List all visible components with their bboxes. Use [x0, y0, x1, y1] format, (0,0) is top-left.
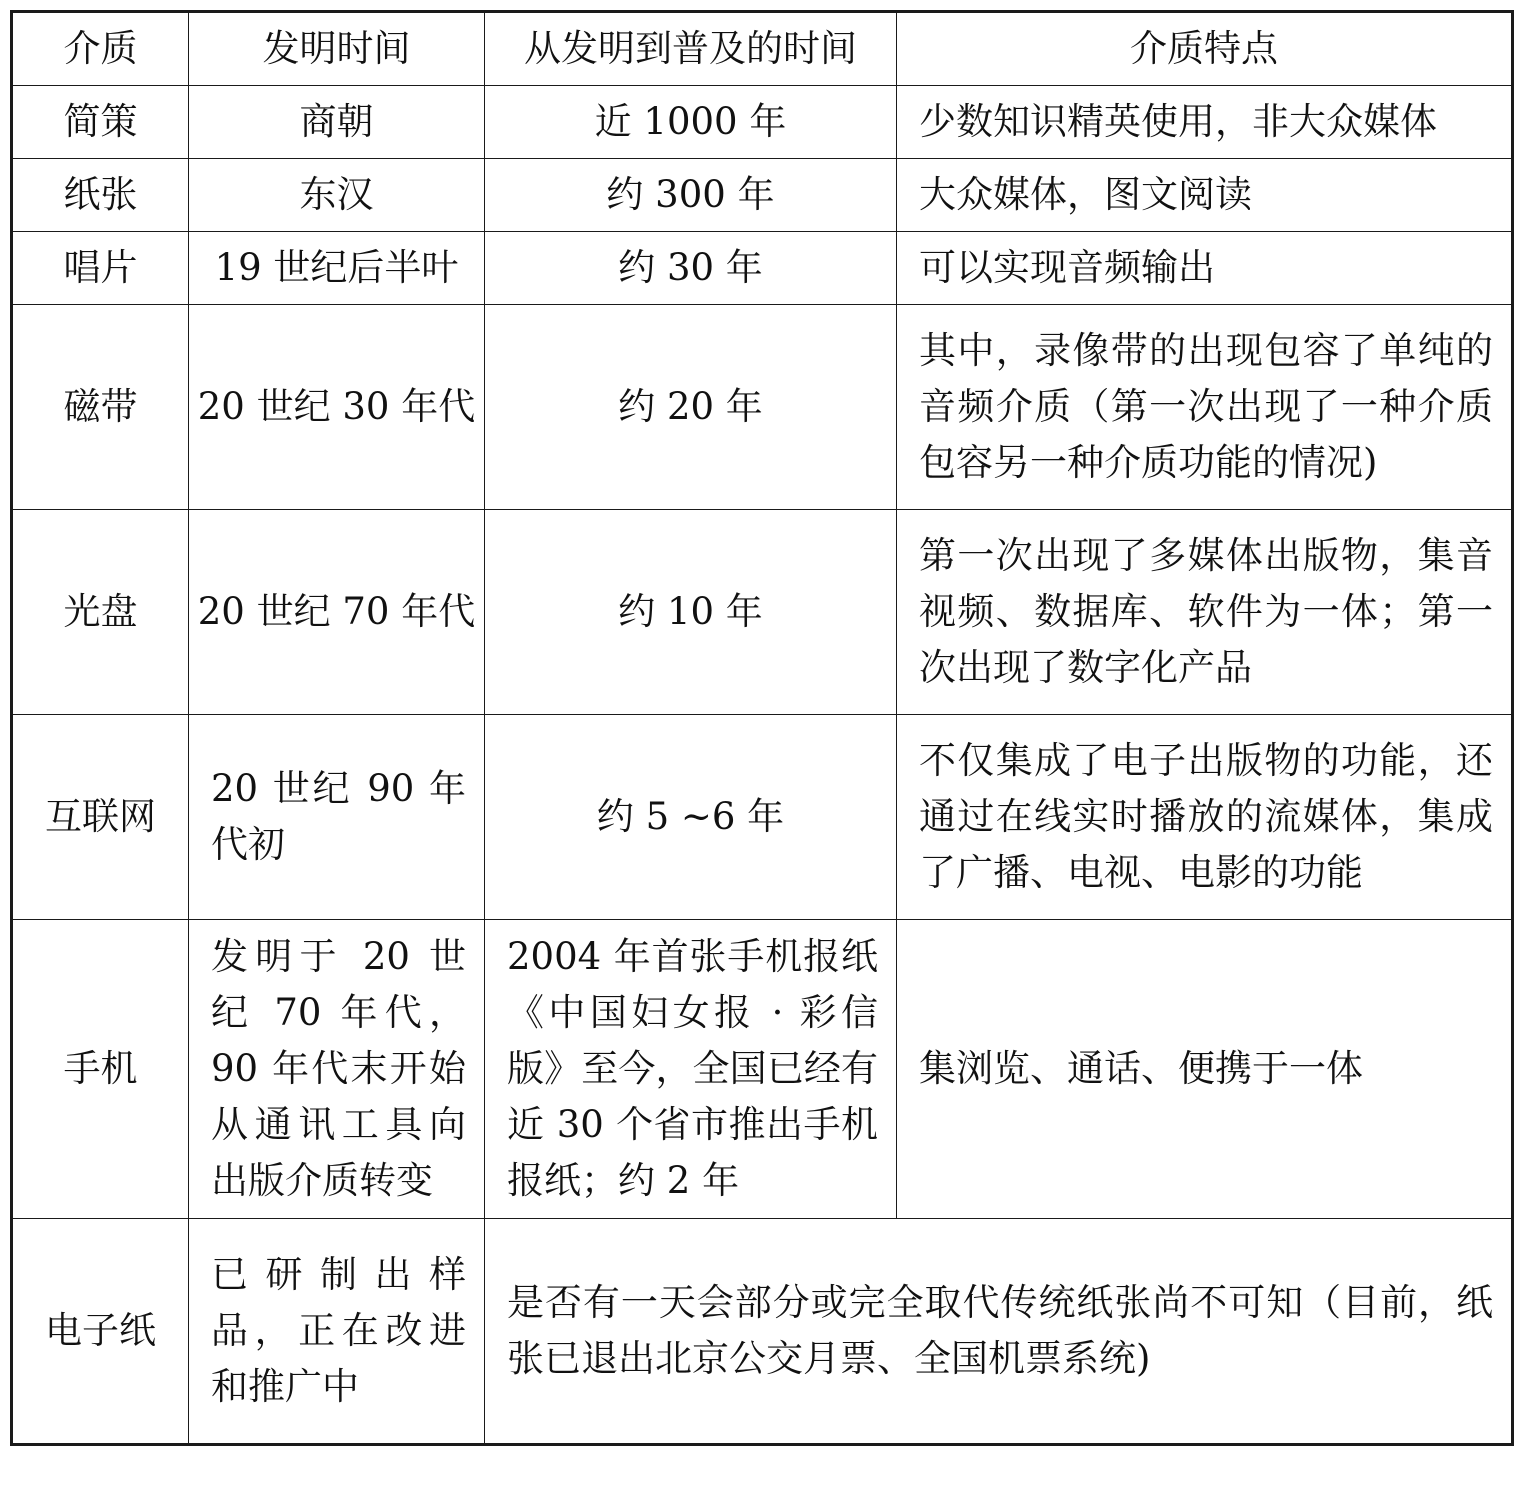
cell-features: 其中，录像带的出现包容了单纯的音频介质（第一次出现了一种介质包容另一种介质功能的情况) — [897, 305, 1513, 510]
cell-medium: 光盘 — [12, 510, 189, 715]
cell-invented: 20 世纪 70 年代 — [189, 510, 485, 715]
cell-adoption: 约 10 年 — [485, 510, 897, 715]
cell-medium: 唱片 — [12, 232, 189, 305]
cell-features: 不仅集成了电子出版物的功能，还通过在线实时播放的流媒体，集成了广播、电视、电影的功能 — [897, 715, 1513, 920]
table-row — [12, 715, 1513, 920]
cell-adoption: 约 20 年 — [485, 305, 897, 510]
cell-invented: 19 世纪后半叶 — [189, 232, 485, 305]
cell-invented: 已研制出样品，正在改进和推广中 — [189, 1219, 485, 1445]
table-row — [12, 159, 1513, 232]
cell-adoption: 约 300 年 — [485, 159, 897, 232]
cell-medium: 电子纸 — [12, 1219, 189, 1445]
cell-medium: 纸张 — [12, 159, 189, 232]
cell-medium: 简策 — [12, 86, 189, 159]
table-row — [12, 510, 1513, 715]
cell-invented: 东汉 — [189, 159, 485, 232]
table-row — [12, 232, 1513, 305]
header-invented: 发明时间 — [189, 12, 485, 86]
header-row — [12, 12, 1513, 86]
cell-medium: 互联网 — [12, 715, 189, 920]
cell-adoption: 约 30 年 — [485, 232, 897, 305]
table-row — [12, 86, 1513, 159]
cell-invented: 20 世纪 30 年代 — [189, 305, 485, 510]
cell-medium: 手机 — [12, 920, 189, 1219]
media-comparison-table — [10, 10, 1514, 1446]
cell-invented: 20 世纪 90 年代初 — [189, 715, 485, 920]
cell-merged-note: 是否有一天会部分或完全取代传统纸张尚不可知（目前，纸张已退出北京公交月票、全国机票系统) — [485, 1219, 1513, 1445]
cell-adoption: 约 5 ~6 年 — [485, 715, 897, 920]
table-row — [12, 305, 1513, 510]
cell-invented: 商朝 — [189, 86, 485, 159]
header-medium: 介质 — [12, 12, 189, 86]
header-features: 介质特点 — [897, 12, 1513, 86]
cell-features: 集浏览、通话、便携于一体 — [897, 920, 1513, 1219]
cell-features: 可以实现音频输出 — [897, 232, 1513, 305]
cell-medium: 磁带 — [12, 305, 189, 510]
cell-features: 大众媒体，图文阅读 — [897, 159, 1513, 232]
cell-invented: 发明于 20 世纪 70 年代，90 年代末开始从通讯工具向出版介质转变 — [189, 920, 485, 1219]
cell-features: 少数知识精英使用，非大众媒体 — [897, 86, 1513, 159]
table-row — [12, 920, 1513, 1219]
cell-features: 第一次出现了多媒体出版物，集音视频、数据库、软件为一体；第一次出现了数字化产品 — [897, 510, 1513, 715]
table-row — [12, 1219, 1513, 1445]
cell-adoption: 2004 年首张手机报纸《中国妇女报 · 彩信版》至今，全国已经有近 30 个省市推出手机报纸；约 2 年 — [485, 920, 897, 1219]
cell-adoption: 近 1000 年 — [485, 86, 897, 159]
header-adoption: 从发明到普及的时间 — [485, 12, 897, 86]
